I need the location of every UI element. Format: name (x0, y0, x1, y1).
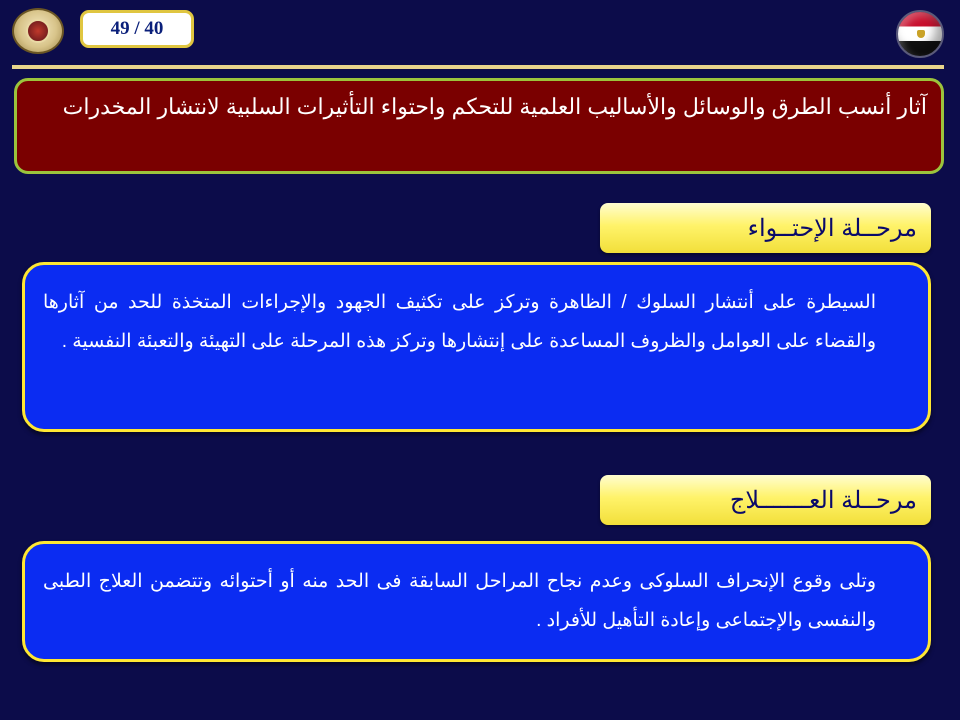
treatment-text-panel: وتلى وقوع الإنحراف السلوكى وعدم نجاح المراحل السابقة فى الحد منه أو أحتوائه وتتضمن العلاج الطبى والنفسى والإجتماعى وإعادة التأهيل للأفراد . (22, 541, 931, 662)
section-label-text: مرحــلة الإحتــواء (747, 214, 917, 242)
slide-counter: 49 / 40 (80, 10, 194, 48)
egypt-flag-icon (896, 10, 944, 58)
section-label-treatment (600, 475, 931, 525)
slide-title: آثار أنسب الطرق والوسائل والأساليب العلمية للتحكم واحتواء التأثيرات السلبية لانتشار المخدرات (14, 78, 944, 174)
military-emblem-logo (12, 8, 64, 54)
section-label-text: مرحــلة العـــــــلاج (729, 486, 917, 514)
section-label-containment (600, 203, 931, 253)
containment-text-panel: السيطرة على أنتشار السلوك / الظاهرة وتركز على تكثيف الجهود والإجراءات المتخذة للحد من آثارها والقضاء على العوامل والظروف المساعدة على إنتشارها وتركز هذه المرحلة على التهيئة والتعبئة النفسية . (22, 262, 931, 432)
eagle-icon (917, 30, 925, 38)
header-divider (12, 65, 944, 69)
emblem-center-icon (26, 19, 50, 43)
